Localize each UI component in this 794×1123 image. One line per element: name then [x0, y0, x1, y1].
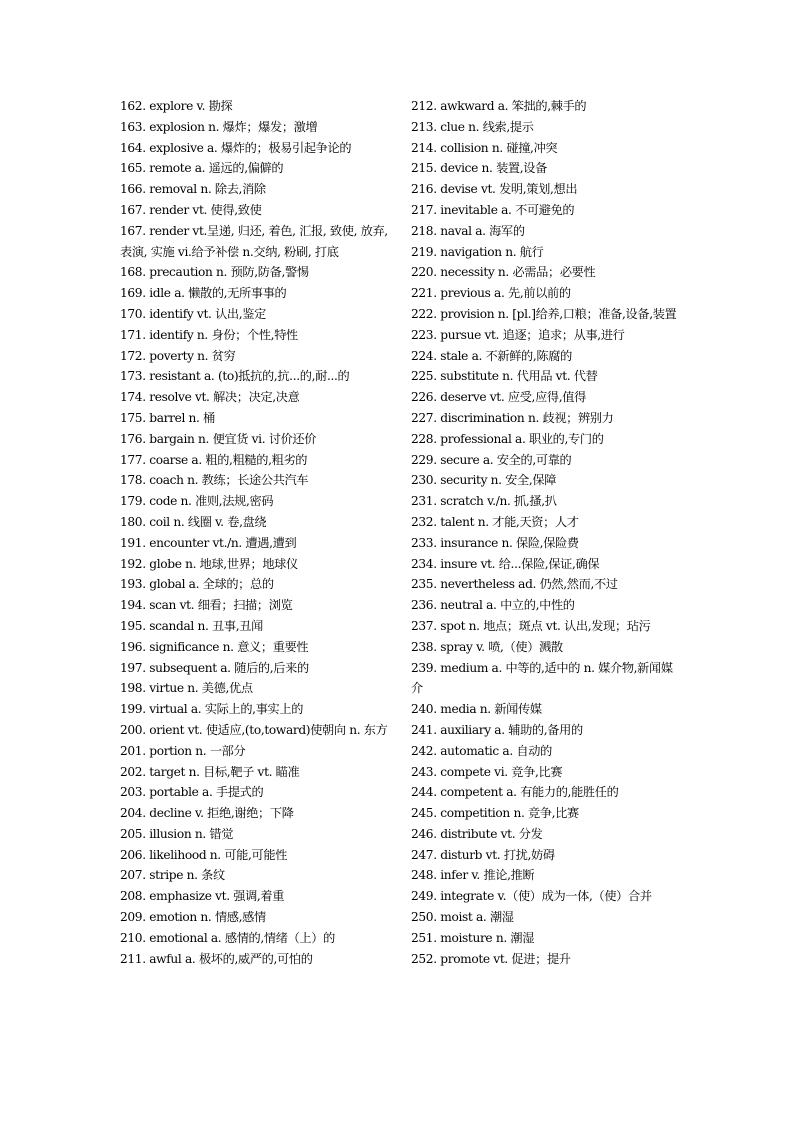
- vocab-entry: 233. insurance n. 保险,保险费: [411, 535, 579, 550]
- vocab-entry: 176. bargain n. 便宜货 vi. 讨价还价: [120, 431, 317, 446]
- vocab-entry: 220. necessity n. 必需品；必要性: [411, 265, 596, 280]
- vocab-entry: 217. inevitable a. 不可避免的: [411, 202, 575, 217]
- vocab-entry: 174. resolve vt. 解决；决定,决意: [120, 390, 300, 405]
- vocab-entry: 167. render vt.呈递, 归还, 着色, 汇报, 致使, 放弃, 表演, 实施 vi.给予补偿 n.交纳, 粉刷, 打底: [120, 223, 388, 259]
- vocab-entry: 197. subsequent a. 随后的,后来的: [120, 660, 309, 675]
- left-column: [120, 96, 398, 969]
- vocab-entry: 230. security n. 安全,保障: [411, 473, 557, 488]
- vocab-entry: 167. render vt. 使得,致使: [120, 202, 262, 217]
- vocab-entry: 228. professional a. 职业的,专门的: [411, 431, 604, 446]
- vocab-entry: 227. discrimination n. 歧视；辨别力: [411, 410, 614, 425]
- vocab-entry: 207. stripe n. 条纹: [120, 868, 225, 883]
- vocab-entry: 246. distribute vt. 分发: [411, 826, 543, 841]
- vocab-entry: 173. resistant a. (to)抵抗的,抗...的,耐...的: [120, 369, 350, 384]
- vocab-entry: 201. portion n. 一部分: [120, 743, 246, 758]
- vocab-entry: 214. collision n. 碰撞,冲突: [411, 140, 558, 155]
- vocab-entry: 192. globe n. 地球,世界；地球仪: [120, 556, 298, 571]
- vocab-entry: 225. substitute n. 代用品 vt. 代替: [411, 369, 598, 384]
- vocab-entry: 171. identify n. 身份；个性,特性: [120, 327, 298, 342]
- vocab-entry: 242. automatic a. 自动的: [411, 743, 552, 758]
- vocab-entry: 210. emotional a. 感情的,情绪（上）的: [120, 930, 335, 945]
- vocab-entry: 200. orient vt. 使适应,(to,toward)使朝向 n. 东方: [120, 722, 388, 737]
- vocab-entry: 194. scan vt. 细看；扫描；浏览: [120, 598, 293, 613]
- vocab-entry: 195. scandal n. 丑事,丑闻: [120, 618, 263, 633]
- vocab-entry: 215. device n. 装置,设备: [411, 161, 547, 176]
- vocab-entry: 180. coil n. 线圈 v. 卷,盘绕: [120, 514, 267, 529]
- vocab-entry: 249. integrate v.（使）成为一体,（使）合并: [411, 889, 652, 904]
- vocab-entry: 166. removal n. 除去,消除: [120, 182, 266, 197]
- vocab-entry: 232. talent n. 才能,天资；人才: [411, 514, 579, 529]
- vocab-entry: 165. remote a. 遥远的,偏僻的: [120, 161, 284, 176]
- vocab-entry: 221. previous a. 先,前以前的: [411, 286, 571, 301]
- vocab-entry: 208. emphasize vt. 强调,着重: [120, 889, 285, 904]
- vocab-entry: 212. awkward a. 笨拙的,棘手的: [411, 99, 587, 113]
- vocab-entry: 169. idle a. 懒散的,无所事事的: [120, 286, 287, 301]
- vocab-entry: 247. disturb vt. 打扰,妨碍: [411, 847, 555, 862]
- vocab-entry: 252. promote vt. 促进；提升: [411, 951, 571, 966]
- vocab-entry: 251. moisture n. 潮湿: [411, 930, 535, 945]
- vocab-entry: 193. global a. 全球的；总的: [120, 577, 274, 592]
- vocab-entry: 213. clue n. 线索,提示: [411, 119, 534, 134]
- vocab-entry: 250. moist a. 潮湿: [411, 910, 514, 925]
- vocab-entry: 199. virtual a. 实际上的,事实上的: [120, 702, 304, 717]
- vocab-entry: 191. encounter vt./n. 遭遇,遭到: [120, 535, 297, 550]
- vocab-entry: 222. provision n. [pl.]给养,口粮；准备,设备,装置: [411, 306, 677, 321]
- vocab-entry: 237. spot n. 地点；斑点 vt. 认出,发现；玷污: [411, 618, 651, 633]
- vocab-entry: 203. portable a. 手提式的: [120, 785, 264, 800]
- vocab-entry: 162. explore v. 勘探: [120, 99, 233, 113]
- vocab-entry: 178. coach n. 教练；长途公共汽车: [120, 473, 309, 488]
- vocab-entry: 236. neutral a. 中立的,中性的: [411, 598, 575, 613]
- right-column: [411, 96, 683, 969]
- vocab-entry: 175. barrel n. 桶: [120, 410, 215, 425]
- vocab-entry: 226. deserve vt. 应受,应得,值得: [411, 390, 586, 405]
- vocab-entry: 218. naval a. 海军的: [411, 223, 525, 238]
- vocab-entry: 170. identify vt. 认出,鉴定: [120, 306, 266, 321]
- vocab-entry: 198. virtue n. 美德,优点: [120, 681, 253, 696]
- vocab-entry: 164. explosive a. 爆炸的；极易引起争论的: [120, 140, 352, 155]
- vocab-entry: 205. illusion n. 错觉: [120, 826, 234, 841]
- vocab-entry: 196. significance n. 意义；重要性: [120, 639, 309, 654]
- vocab-entry: 216. devise vt. 发明,策划,想出: [411, 182, 578, 197]
- vocab-entry: 206. likelihood n. 可能,可能性: [120, 847, 288, 862]
- vocab-entry: 239. medium a. 中等的,适中的 n. 媒介物,新闻媒介: [411, 660, 673, 696]
- vocab-entry: 243. compete vi. 竞争,比赛: [411, 764, 563, 779]
- vocab-entry: 241. auxiliary a. 辅助的,备用的: [411, 722, 583, 737]
- vocab-entry: 211. awful a. 极坏的,威严的,可怕的: [120, 951, 313, 966]
- vocab-entry: 172. poverty n. 贫穷: [120, 348, 236, 363]
- vocab-entry: 209. emotion n. 情感,感情: [120, 910, 266, 925]
- vocab-entry: 235. nevertheless ad. 仍然,然而,不过: [411, 577, 618, 592]
- vocab-entry: 244. competent a. 有能力的,能胜任的: [411, 785, 619, 800]
- vocab-entry: 223. pursue vt. 追逐；追求；从事,进行: [411, 327, 625, 342]
- vocab-entry: 248. infer v. 推论,推断: [411, 868, 535, 883]
- vocab-entry: 163. explosion n. 爆炸；爆发；激增: [120, 119, 318, 134]
- vocab-entry: 179. code n. 准则,法规,密码: [120, 494, 274, 509]
- vocab-entry: 177. coarse a. 粗的,粗糙的,粗劣的: [120, 452, 308, 467]
- vocab-entry: 229. secure a. 安全的,可靠的: [411, 452, 572, 467]
- vocab-entry: 240. media n. 新闻传媒: [411, 702, 542, 717]
- vocab-entry: 219. navigation n. 航行: [411, 244, 544, 259]
- vocab-entry: 204. decline v. 拒绝,谢绝；下降: [120, 806, 294, 821]
- vocab-entry: 245. competition n. 竞争,比赛: [411, 806, 579, 821]
- vocab-entry: 168. precaution n. 预防,防备,警惕: [120, 265, 309, 280]
- vocab-entry: 224. stale a. 不新鲜的,陈腐的: [411, 348, 572, 363]
- vocab-entry: 202. target n. 目标,靶子 vt. 瞄准: [120, 764, 300, 779]
- vocab-entry: 234. insure vt. 给...保险,保证,确保: [411, 556, 600, 571]
- vocab-entry: 231. scratch v./n. 抓,搔,扒: [411, 494, 557, 509]
- vocab-entry: 238. spray v. 喷,（使）溅散: [411, 639, 563, 654]
